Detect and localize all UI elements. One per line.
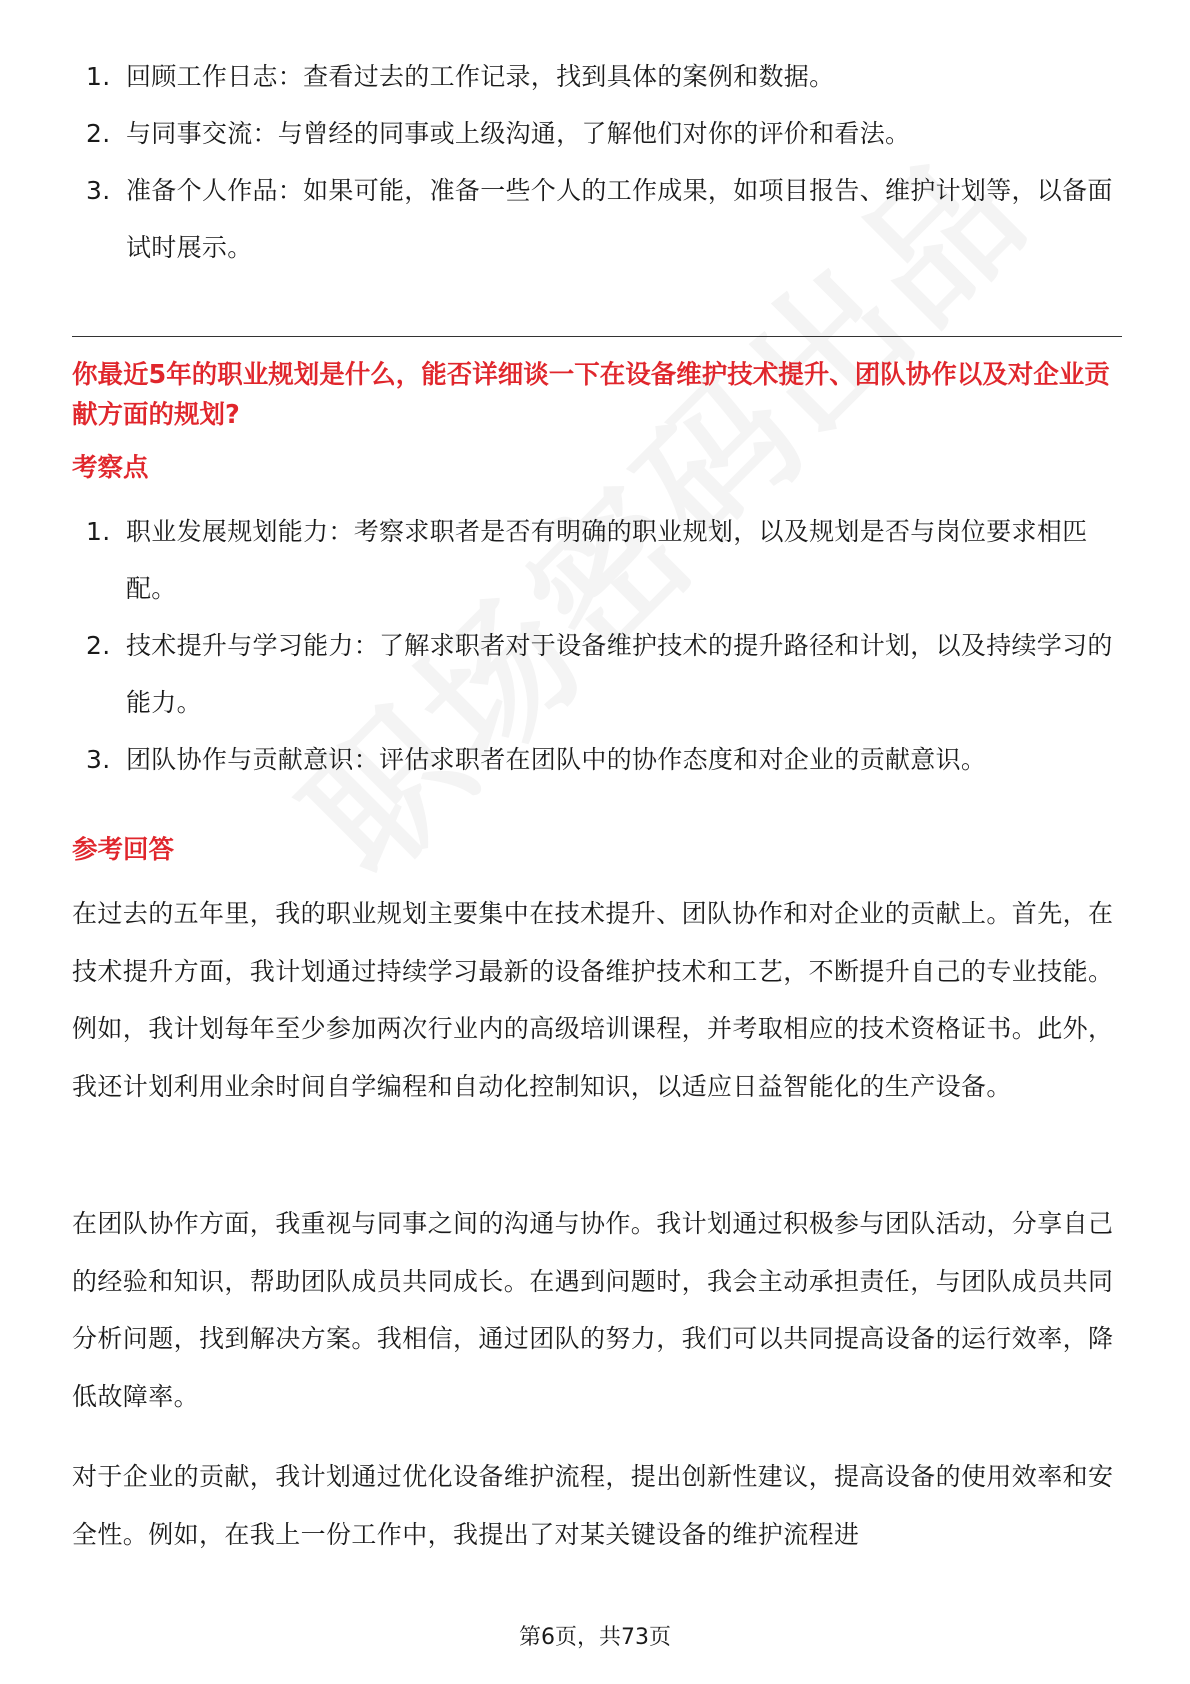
list-item xyxy=(72,617,1122,731)
list-number: 3. xyxy=(86,745,111,774)
previous-tips-list xyxy=(72,48,1122,276)
focus-list xyxy=(72,503,1122,788)
list-number: 1. xyxy=(86,517,111,546)
list-number: 3. xyxy=(86,176,111,205)
list-text: 职业发展规划能力：考察求职者是否有明确的职业规划，以及规划是否与岗位要求相匹配。 xyxy=(126,517,1088,603)
answer-paragraph: 在团队协作方面，我重视与同事之间的沟通与协作。我计划通过积极参与团队活动，分享自己的经验和知识，帮助团队成员共同成长。在遇到问题时，我会主动承担责任，与团队成员共同分析问题，找到解决方案。我相信，通过团队的努力，我们可以共同提高设备的运行效率，降低故障率。 xyxy=(72,1209,1114,1411)
list-item xyxy=(72,48,1122,105)
answer-paragraph: 在过去的五年里，我的职业规划主要集中在技术提升、团队协作和对企业的贡献上。首先，在技术提升方面，我计划通过持续学习最新的设备维护技术和工艺，不断提升自己的专业技能。例如，我计划每年至少参加两次行业内的高级培训课程，并考取相应的技术资格证书。此外，我还计划利用业余时间自学编程和自动化控制知识，以适应日益智能化的生产设备。 xyxy=(72,899,1114,1101)
answer-paragraph: 对于企业的贡献，我计划通过优化设备维护流程，提出创新性建议，提高设备的使用效率和安全性。例如，在我上一份工作中，我提出了对某关键设备的维护流程进 xyxy=(72,1462,1114,1549)
list-text: 技术提升与学习能力：了解求职者对于设备维护技术的提升路径和计划，以及持续学习的能力。 xyxy=(126,631,1113,717)
list-item xyxy=(72,731,1122,788)
section-divider xyxy=(72,336,1122,337)
list-number: 1. xyxy=(86,62,111,91)
list-item xyxy=(72,105,1122,162)
list-text: 团队协作与贡献意识：评估求职者在团队中的协作态度和对企业的贡献意识。 xyxy=(126,745,987,774)
list-number: 2. xyxy=(86,119,111,148)
list-item xyxy=(72,162,1122,276)
list-item xyxy=(72,503,1122,617)
interview-question: 你最近5年的职业规划是什么，能否详细谈一下在设备维护技术提升、团队协作以及对企业贡献方面的规划? xyxy=(72,360,1110,430)
list-text: 与同事交流：与曾经的同事或上级沟通，了解他们对你的评价和看法。 xyxy=(126,119,911,148)
list-text: 回顾工作日志：查看过去的工作记录，找到具体的案例和数据。 xyxy=(126,62,835,91)
list-number: 2. xyxy=(86,631,111,660)
page-number-footer: 第6页，共73页 xyxy=(519,1625,671,1650)
list-text: 准备个人作品：如果可能，准备一些个人的工作成果，如项目报告、维护计划等，以备面试时展示。 xyxy=(126,176,1113,262)
answer-heading: 参考回答 xyxy=(72,835,175,865)
focus-heading: 考察点 xyxy=(72,453,149,483)
